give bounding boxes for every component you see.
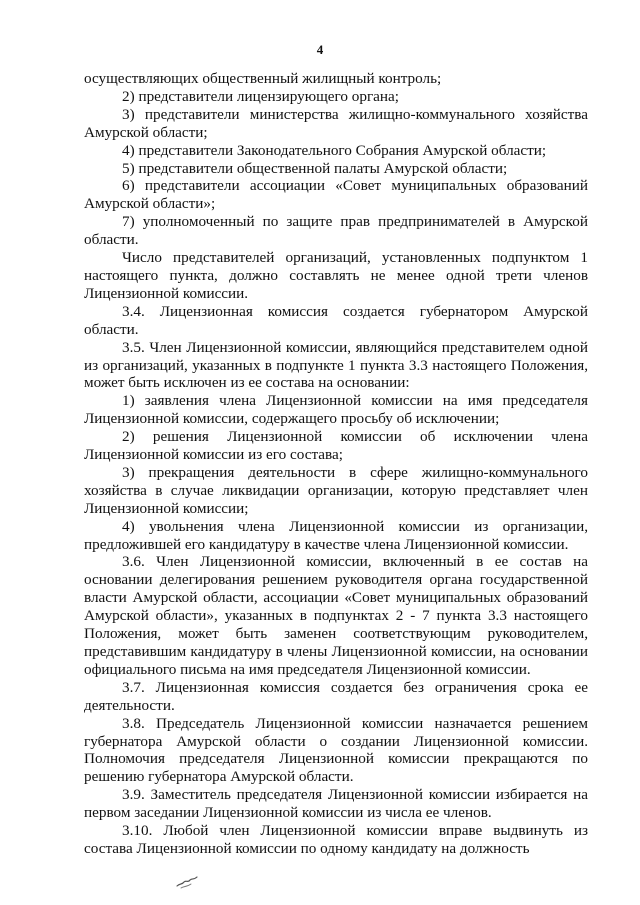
- paragraph: 2) представители лицензирующего органа;: [122, 87, 400, 105]
- paragraph: Число представителей организаций, установленных подпунктом 1 настоящего пункта, должно составлять не менее одной трети членов Лицензионной комиссии.: [84, 249, 588, 302]
- paragraph: 3.8. Председатель Лицензионной комиссии назначается решением губернатора Амурской области о создании Лицензионной комиссии. Полномочия председателя Лицензионной комиссии прекращаются по решению губернатора Амурской области.: [84, 714, 588, 786]
- paragraph: 2) решения Лицензионной комиссии об исключении члена Лицензионной комиссии из его состава;: [84, 428, 588, 464]
- paragraph: осуществляющих общественный жилищный контроль;: [84, 70, 442, 87]
- paragraph: 6) представители ассоциации «Совет муниципальных образований Амурской области»;: [84, 177, 588, 213]
- paragraph: 3) представители министерства жилищно-коммунального хозяйства Амурской области;: [84, 105, 588, 141]
- page-number: 4: [316, 42, 324, 57]
- paragraph: 4) увольнения члена Лицензионной комиссии из организации, предложившей его кандидатуру в качестве члена Лицензионной комиссии.: [84, 517, 588, 553]
- paragraph: 3.7. Лицензионная комиссия создается без ограничения срока ее деятельности.: [84, 678, 588, 714]
- handwritten-mark-icon: [176, 874, 198, 890]
- paragraph: 3.6. Член Лицензионной комиссии, включенный в ее состав на основании делегирования решением руководителя органа государственной власти Амурской области, ассоциации «Совет муниципальных образований Амурской области», указанных в подпунктах 2 - 7 пункта 3.3 настоящего Положения, может быть заменен соответствующим руководителем, представившим кандидатуру в члены Лицензионной комиссии, на основании официального письма на имя председателя Лицензионной комиссии.: [84, 553, 588, 678]
- paragraph: 3.4. Лицензионная комиссия создается губернатором Амурской области.: [84, 302, 588, 338]
- paragraph: 4) представители Законодательного Собрания Амурской области;: [122, 141, 547, 159]
- paragraph: 3.5. Член Лицензионной комиссии, являющийся представителем одной из организаций, указанных в подпункте 1 пункта 3.3 настоящего Положения, может быть исключен из ее состава на основании:: [84, 338, 588, 392]
- document-body: [84, 70, 588, 858]
- paragraph: 5) представители общественной палаты Амурской области;: [122, 159, 508, 177]
- paragraph: 3) прекращения деятельности в сфере жилищно-коммунального хозяйства в случае ликвидации организации, которую представляет член Лицензионной комиссии;: [84, 463, 588, 517]
- paragraph: 1) заявления члена Лицензионной комиссии на имя председателя Лицензионной комиссии, содержащего просьбу об исключении;: [84, 392, 588, 428]
- paragraph: 3.10. Любой член Лицензионной комиссии вправе выдвинуть из состава Лицензионной комиссии по одному кандидату на должность: [84, 822, 588, 857]
- paragraph: 7) уполномоченный по защите прав предпринимателей в Амурской области.: [84, 213, 588, 249]
- paragraph: 3.9. Заместитель председателя Лицензионной комиссии избирается на первом заседании Лицензионной комиссии из числа ее членов.: [84, 786, 588, 822]
